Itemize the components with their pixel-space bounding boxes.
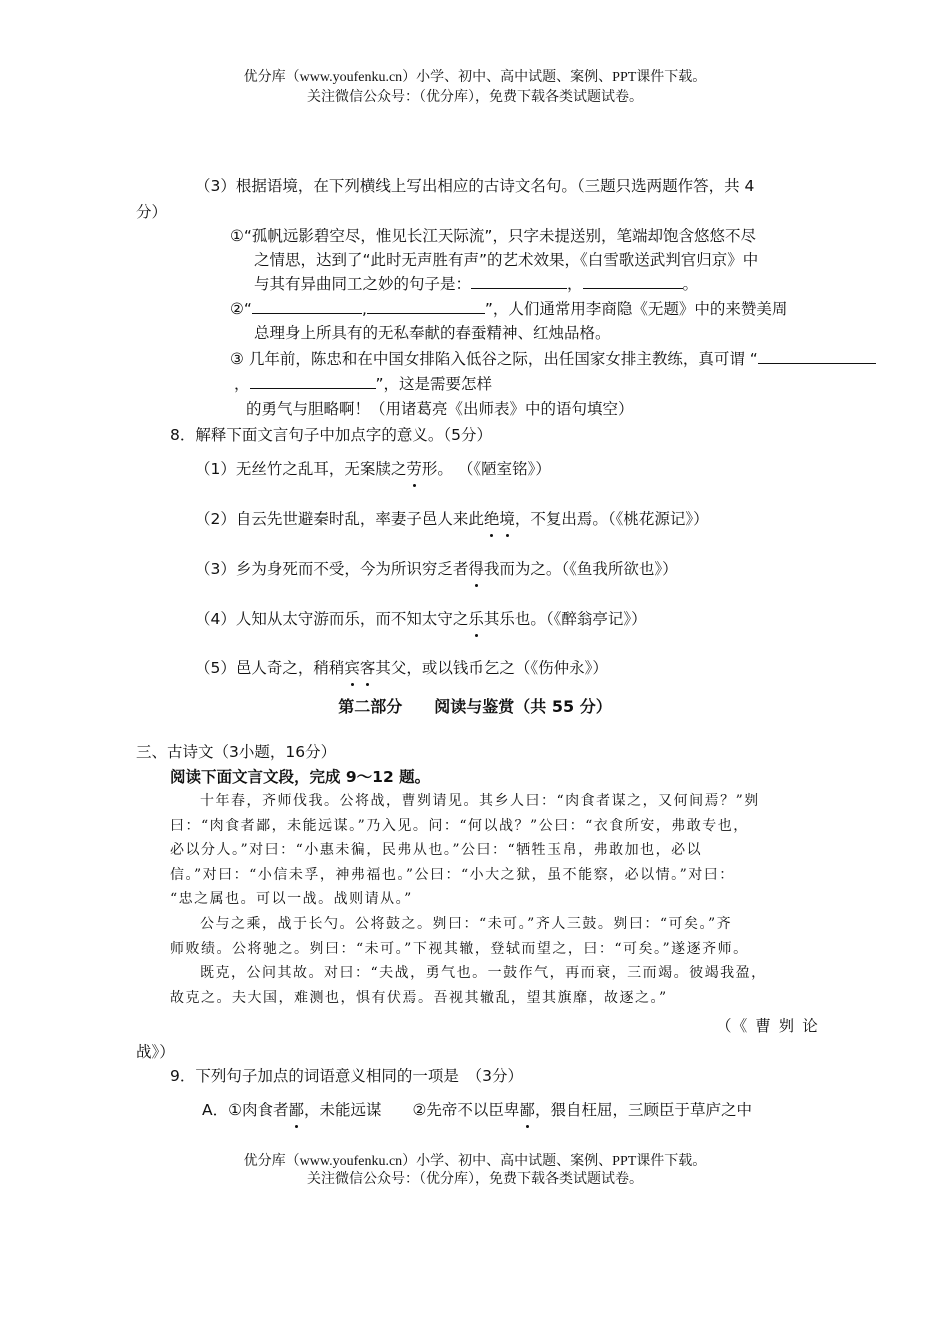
passage-line-4: 信。”对曰：“小信未孚，神弗福也。”公曰：“小大之狱，虽不能察，必以情。”对曰：	[170, 867, 735, 883]
q3-item1-line2: 之情思，达到了“此时无声胜有声”的艺术效果，《白雪歌送武判官归京》中	[254, 251, 759, 269]
q3-item3-line2: ， ”，这是需要怎样	[234, 375, 493, 393]
q3-item2-line1: ②“ , ”，人们通常用李商隐《无题》中的来赞美周	[230, 300, 788, 318]
passage-line-5: “忠之属也。可以一战。战则请从。”	[170, 891, 413, 907]
q3-item3-line3: 的勇气与胆略啊！（用诸葛亮《出师表》中的语句填空）	[246, 400, 634, 418]
dotted-char: 客	[359, 659, 376, 677]
dotted-char: 乐	[468, 610, 484, 628]
answer-blank[interactable]	[758, 349, 876, 364]
passage-source-b: 战》）	[136, 1043, 175, 1061]
passage-line-3: 必以分人。”对曰：“小惠未徧，民弗从也。”公曰：“牺牲玉帛，弗敢加也，必以	[170, 842, 703, 858]
q8-title: 8．解释下面文言句子中加点字的意义。（5分）	[170, 426, 492, 444]
passage-line-9: 故克之。夫大国，难测也，惧有伏焉。吾视其辙乱，望其旗靡，故逐之。”	[170, 990, 668, 1006]
part2-title: 第二部分 阅读与鉴赏（共 55 分）	[338, 697, 612, 716]
q8-sentence-2: （2）自云先世避秦时乱，率妻子邑人来此绝境，不复出焉。（《桃花源记》）	[195, 510, 709, 528]
dotted-char: 绝	[483, 510, 500, 528]
passage-line-2: 曰：“肉食者鄙，未能远谋。”乃入见。问：“何以战？”公曰：“衣食所安，弗敢专也，	[170, 818, 749, 834]
passage-line-1: 十年春，齐师伐我。公将战，曹刿请见。其乡人曰：“肉食者谋之，又何间焉？”刿	[200, 793, 760, 809]
dotted-char: 鄙	[288, 1101, 305, 1119]
page-header-line1: 优分库（www.youfenku.cn）小学、初中、高中试题、案例、PPT课件下载。	[243, 70, 707, 85]
page-header-line2: 关注微信公众号：（优分库），免费下载各类试题试卷。	[307, 90, 643, 105]
answer-blank[interactable]	[583, 274, 683, 289]
dotted-char: 鄙	[519, 1101, 535, 1119]
answer-blank[interactable]	[252, 299, 362, 314]
passage-line-6: 公与之乘，战于长勺。公将鼓之。刿曰：“未可。”齐人三鼓。刿曰：“可矣。”齐	[200, 916, 733, 932]
dotted-char: 得	[468, 560, 484, 578]
q8-sentence-3: （3）乡为身死而不受，今为所识穷乏者得我而为之。（《鱼我所欲也》）	[195, 560, 678, 578]
q8-sentence-1: （1）无丝竹之乱耳，无案牍之劳形。 （《陋室铭》）	[195, 460, 551, 478]
q9-title: 9．下列句子加点的词语意义相同的一项是 （3分）	[170, 1067, 523, 1085]
q9-option-a: A．①肉食者鄙，未能远谋 ②先帝不以臣卑鄙，猥自枉屈，三顾臣于草庐之中	[202, 1101, 752, 1119]
answer-blank[interactable]	[471, 274, 567, 289]
passage-line-7: 师败绩。公将驰之。刿曰：“未可。”下视其辙，登轼而望之，曰：“可矣。”遂逐齐师。	[170, 941, 749, 957]
answer-blank[interactable]	[250, 374, 376, 389]
q8-sentence-4: （4）人知从太守游而乐，而不知太守之乐其乐也。（《醉翁亭记》）	[195, 610, 647, 628]
q8-sentence-5: （5）邑人奇之，稍稍宾客其父，或以钱币乞之（《伤仲永》）	[195, 659, 608, 677]
page-footer-line1: 优分库（www.youfenku.cn）小学、初中、高中试题、案例、PPT课件下载。	[243, 1154, 707, 1169]
q3-item1-line3: 与其有异曲同工之妙的句子是： ， 。	[254, 275, 699, 293]
dotted-char: 宾	[344, 659, 360, 677]
q3-item3-line1: ③ 几年前，陈忠和在中国女排陷入低谷之际，出任国家女排主教练，真可谓 “	[230, 347, 876, 369]
page-footer-line2: 关注微信公众号：（优分库），免费下载各类试题试卷。	[307, 1172, 643, 1187]
sec3-instruction: 阅读下面文言文段，完成 9～12 题。	[170, 768, 431, 786]
sec3-title: 三、古诗文（3小题，16分）	[136, 743, 337, 761]
passage-source-a: （《曹刿论	[716, 1017, 826, 1035]
q3-intro: （3）根据语境，在下列横线上写出相应的古诗文名句。（三题只选两题作答，共 4	[195, 177, 755, 195]
q3-item1-line1: ①“孤帆远影碧空尽，惟见长江天际流”，只字未提送别，笔端却饱含悠悠不尽	[230, 227, 756, 245]
q3-intro-cont: 分）	[136, 203, 168, 221]
dotted-char: 境	[499, 510, 515, 528]
q3-item2-line2: 总理身上所具有的无私奉献的春蚕精神、红烛品格。	[254, 324, 611, 342]
answer-blank[interactable]	[367, 299, 485, 314]
passage-line-8: 既克，公问其故。对曰：“夫战，勇气也。一鼓作气，再而衰，三而竭。彼竭我盈，	[200, 965, 767, 981]
dotted-char: 劳	[406, 460, 422, 478]
